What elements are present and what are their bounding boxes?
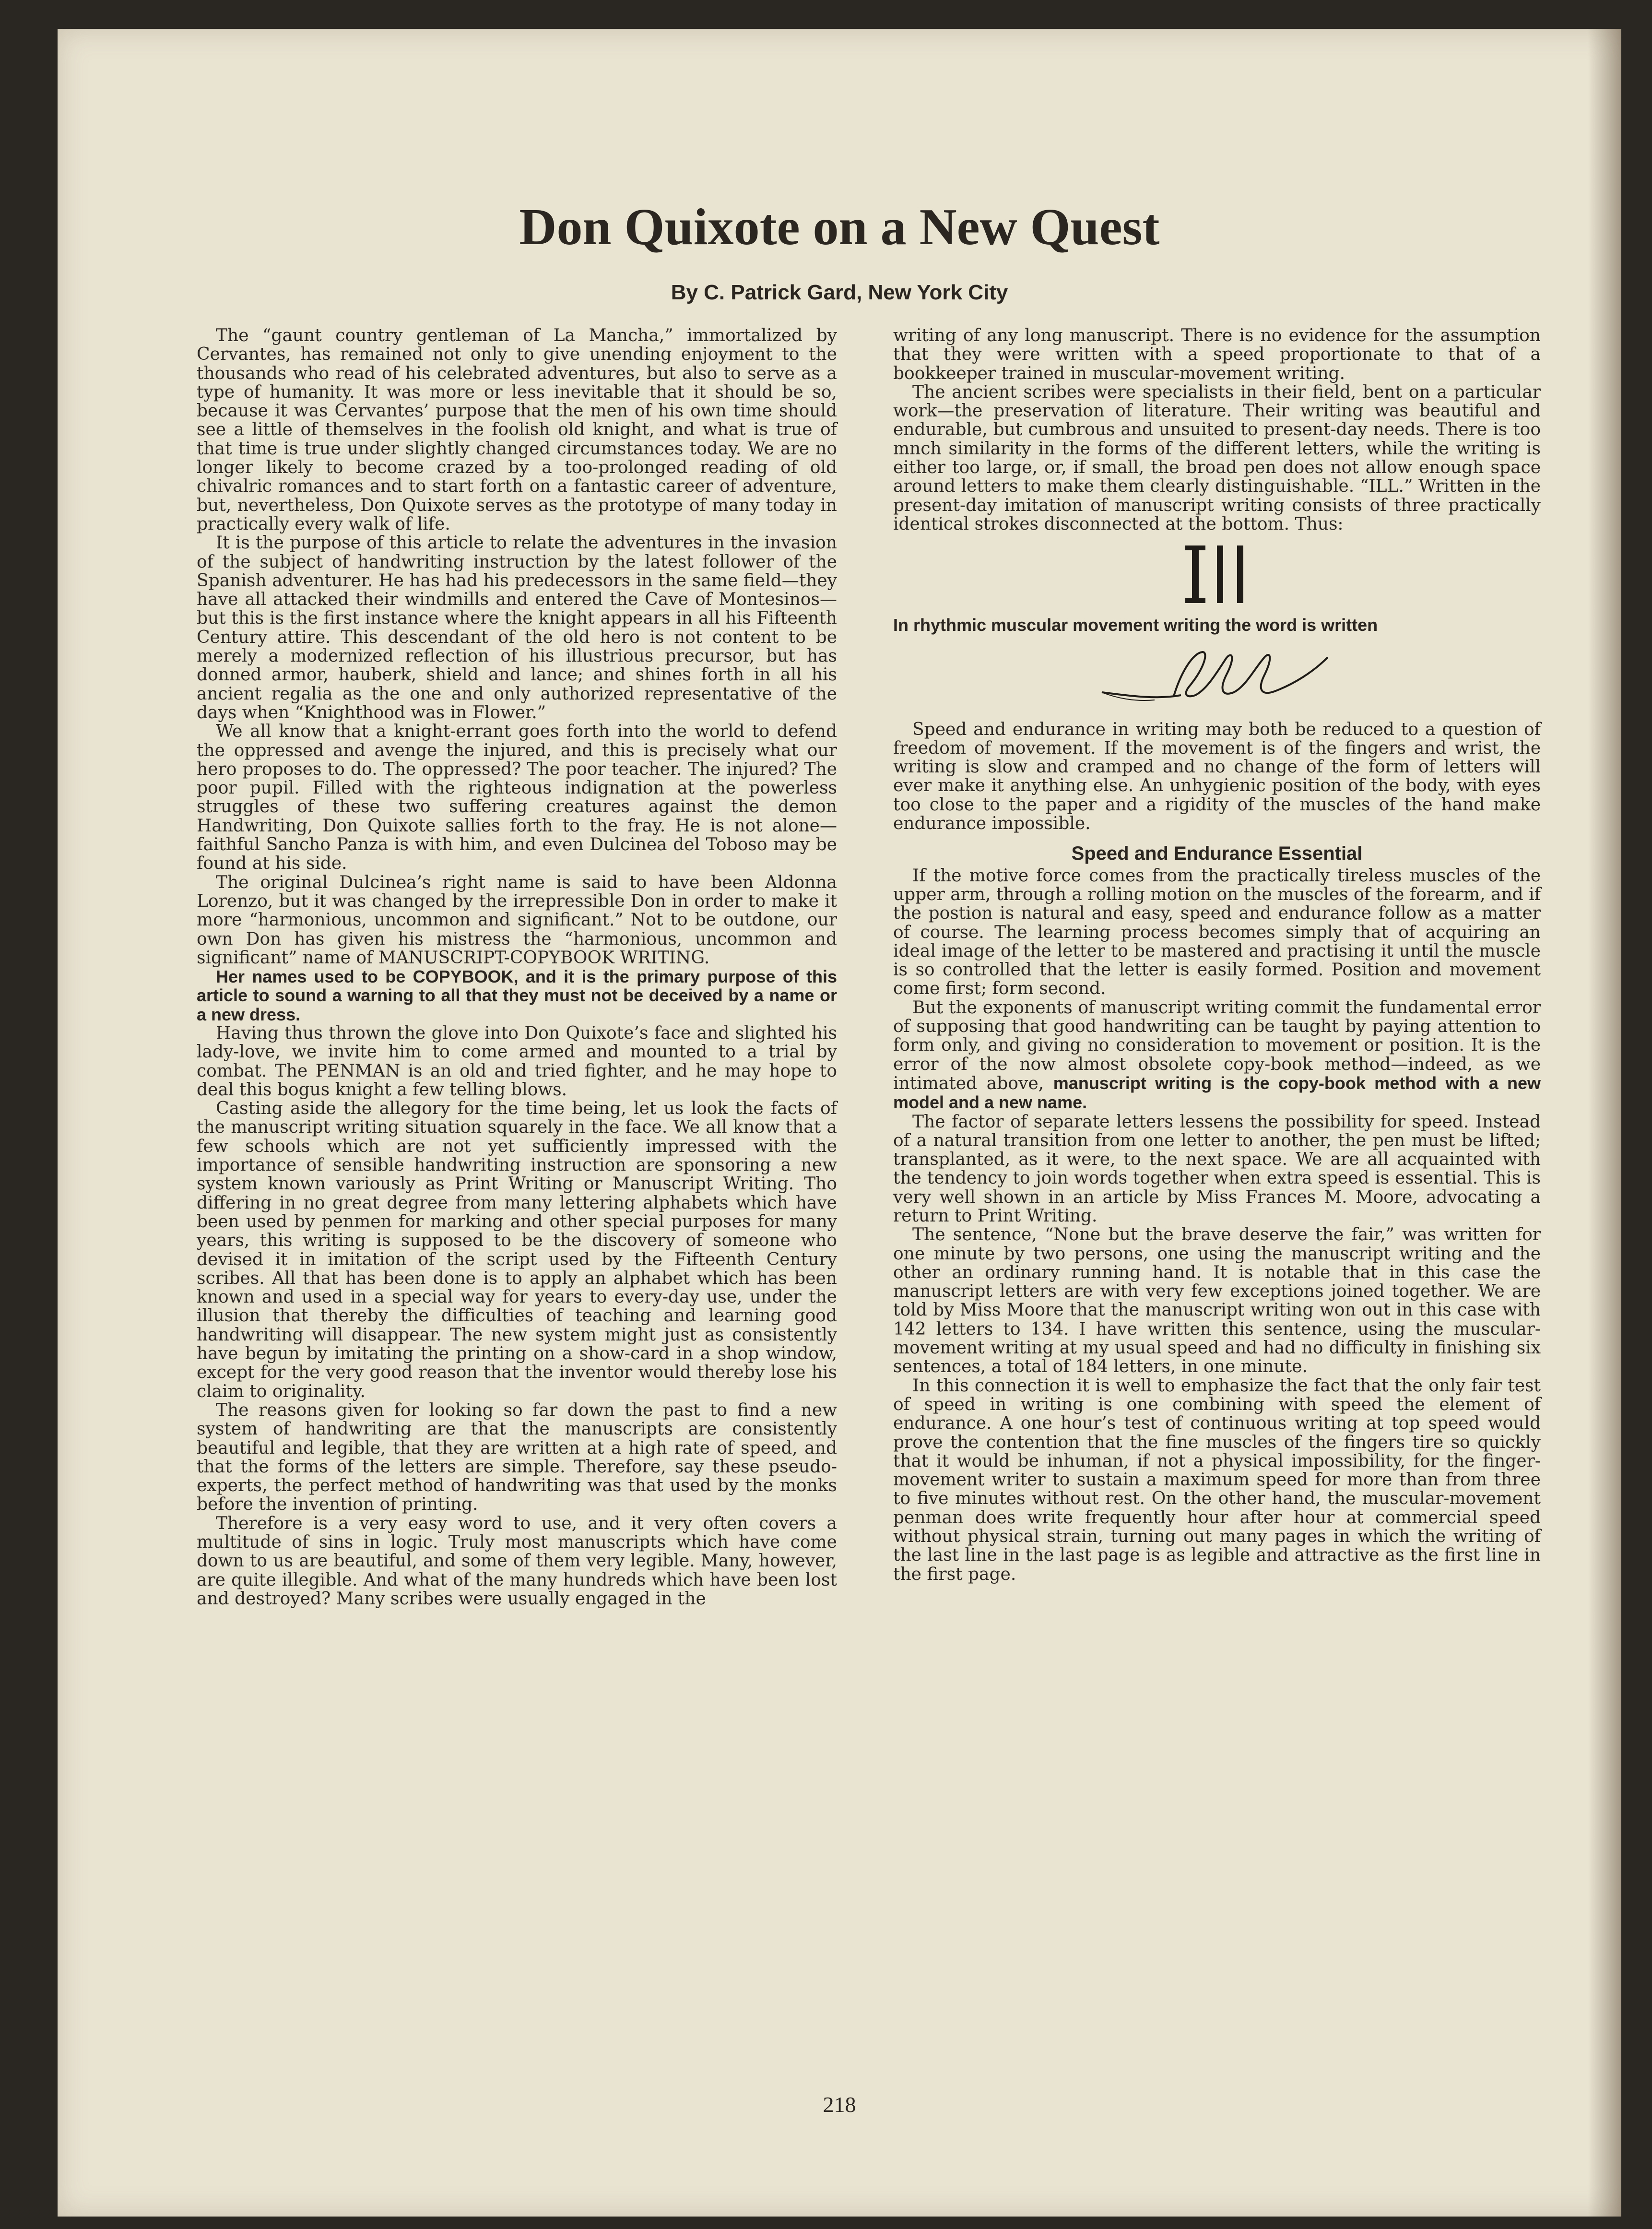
right-column <box>893 326 1541 1584</box>
bold-paragraph: Her names used to be COPYBOOK, and it is the primary purpose of this article to sound a warning to all that they must not be deceived by a name or a new dress. <box>197 967 837 1024</box>
paragraph <box>893 998 1541 1113</box>
paragraph: It is the purpose of this article to relate the adventures in the invasion of the subject of handwriting instruction by the latest follower of the Spanish adventurer. He has had his predecessors in the same field—they have all attacked their windmills and entered the Cave of Montesinos—but this is the first instance where the knight appears in all his Fifteenth Century attire. This descendant of the old hero is not content to be merely a modernized reflection of his illustrious precursor, but has donned armor, hauberk, shield and lance; and shines forth in all his ancient regalia as the one and only authorized representative of the days when “Knighthood was in Flower.” <box>197 533 837 723</box>
paragraph: Speed and endurance in writing may both be reduced to a question of freedom of movement. If the movement is of the fingers and wrist, the writing is slow and cramped and no change of the form of letters will ever make it anything else. An unhygienic position of the body, with eyes too close to the paper and a rigidity of the muscles of the hand make endurance impossible. <box>893 719 1541 834</box>
paragraph: The reasons given for looking so far down the past to find a new system of handwriting are that the manuscripts are consistently beautiful and legible, that they are written at a high rate of speed, and that the forms of the letters are simple. Therefore, say these pseudo-experts, the perfect method of handwriting was that used by the monks before the invention of printing. <box>197 1400 837 1515</box>
paragraph: Casting aside the allegory for the time being, let us look the facts of the manuscript writing situation squarely in the face. We all know that a few schools which are not yet sufficiently impressed with the importance of sensible handwriting instruction are sponsoring a new system known variously as Print Writing or Manuscript Writing. Tho differing in no great degree from many lettering alphabets which have been used by penmen for marking and other special purposes for many years, this writing is supposed to be the discovery of someone who devised it in imitation of the script used by the Fifteenth Century scribes. All that has been done is to apply an alphabet which has been known and used in a special way for years to every-day use, under the illusion that thereby the difficulties of teaching and learning good handwriting will disappear. The new system might just as consistently have begun by imitating the printing on a show-card in a shop window, except for the very good reason that the inventor would thereby lose his claim to originality. <box>197 1099 837 1401</box>
left-column <box>197 326 837 1608</box>
paragraph: If the motive force comes from the practically tireless muscles of the upper arm, through a rolling motion on the muscles of the forearm, and if the postion is natural and easy, speed and endurance follow as a matter of course. The learning process becomes simply that of acquiring an ideal image of the letter to be mastered and practising it until the muscle is so controlled that the letter is easily formed. Position and movement come first; form second. <box>893 866 1541 999</box>
bold-phrase: manuscript writing is the copy-book method with a new model and a new name. <box>893 1073 1541 1113</box>
script-writing-ill-figure <box>893 639 1541 711</box>
paragraph: The original Dulcinea’s right name is said to have been Aldonna Lorenzo, but it was changed by the irrepressible Don in order to make it more “harmonious, uncommon and significant.” Not to be outdone, our own Don has given his mistress the “harmonious, uncommon and significant” name of MANUSCRIPT-COPYBOOK WRITING. <box>197 872 837 968</box>
paragraph: Having thus thrown the glove into Don Quixote’s face and slighted his lady-love, we invite him to come armed and mounted to a trial by combat. The PENMAN is an old and tried fighter, and he may hope to deal this bogus knight a few telling blows. <box>197 1023 837 1100</box>
paragraph: Therefore is a very easy word to use, and it very often covers a multitude of sins in logic. Truly most manuscripts which have come down to us are beautiful, and some of them very legible. Many, however, are quite illegible. And what of the many hundreds which have been lost and destroyed? Many scribes were usually engaged in the <box>197 1513 837 1609</box>
paragraph-text: But the exponents of manuscript writing commit the fundamental error of supposing that good handwriting can be taught by paying attention to form only, and giving no consideration to movement or position. It is the error of the now almost obsolete copy-book method—indeed, as we intimated above, <box>893 997 1541 1093</box>
paragraph: We all know that a knight-errant goes forth into the world to defend the oppressed and avenge the injured, and this is precisely what our hero proposes to do. The oppressed? The poor teacher. The injured? The poor pupil. Filled with the righteous indignation at the powerless struggles of these two suffering creatures against the demon Handwriting, Don Quixote sallies forth to the fray. He is not alone—faithful Sancho Panza is with him, and even Dulcinea del Toboso may be found at his side. <box>197 722 837 874</box>
print-ill-strokes <box>1179 541 1255 608</box>
page-number: 218 <box>823 2092 856 2117</box>
script-ill-strokes <box>1083 639 1351 711</box>
figure-caption: In rhythmic muscular movement writing the word is written <box>893 615 1378 635</box>
paragraph: The “gaunt country gentleman of La Mancha,” immortalized by Cervantes, has remained not only to give unending enjoyment to the thousands who read of his celebrated adventures, but also to serve as a type of humanity. It was more or less inevitable that it should be so, because it was Cervantes’ purpose that the men of his own time should see a little of themselves in the foolish old knight, and what is true of that time is true under slightly changed circumstances today. We are no longer likely to become crazed by a too-prolonged reading of old chivalric romances and to start forth on a fantastic career of adventure, but, nevertheless, Don Quixote serves as the prototype of many today in practically every walk of life. <box>197 326 837 534</box>
article-byline: By C. Patrick Gard, New York City <box>671 281 1008 304</box>
paragraph: In this connection it is well to emphasize the fact that the only fair test of speed in writing is one combining with speed the element of endurance. A one hour’s test of continuous writing at top speed would prove the contention that the fine muscles of the fingers tire so quickly that it would be inhuman, if not a physical impossibility, for the finger-movement writer to sustain a maximum speed for more than from three to five minutes without rest. On the other hand, the muscular-movement penman does write frequently hour after hour at commercial speed without physical strain, turning out many pages in which the writing of the last line in the last page is as legible and attractive as the first line in the first page. <box>893 1375 1541 1584</box>
page-gutter-shadow <box>1588 29 1621 2217</box>
paragraph: writing of any long manuscript. There is no evidence for the assumption that they were written with a speed proportionate to that of a bookkeeper trained in muscular-movement writing. <box>893 326 1541 383</box>
article-title: Don Quixote on a New Quest <box>519 199 1160 256</box>
paragraph: The factor of separate letters lessens the possibility for speed. Instead of a natural transition from one letter to another, the pen must be lifted; transplanted, as it were, to the next space. We are all acquainted with the tendency to join words together when extra speed is essential. This is very well shown in an article by Miss Frances M. Moore, advocating a return to Print Writing. <box>893 1112 1541 1226</box>
paragraph: The sentence, “None but the brave deserve the fair,” was written for one minute by two persons, one using the manuscript writing and the other an ordinary running hand. It is notable that in this case the manuscript letters are with very few exceptions joined together. We are told by Miss Moore that the manuscript writing won out in this case with 142 letters to 134. I have written this sentence, using the muscular-movement writing at my usual speed and had no difficulty in finishing six sentences, a total of 184 letters, in one minute. <box>893 1225 1541 1377</box>
section-subheading: Speed and Endurance Essential <box>1071 843 1363 865</box>
paragraph: The ancient scribes were specialists in their field, bent on a particular work—the preservation of literature. Their writing was beautiful and endurable, but cumbrous and unsuited to present-day needs. There is too mnch similarity in the forms of the different letters, while the writing is either too large, or, if small, the broad pen does not allow enough space around letters to make them clearly distinguishable. “ILL.” Written in the present-day imitation of manuscript writing consists of three practically identical strokes disconnected at the bottom. Thus: <box>893 382 1541 534</box>
magazine-page <box>58 29 1621 2217</box>
print-writing-ill-figure <box>893 539 1541 609</box>
